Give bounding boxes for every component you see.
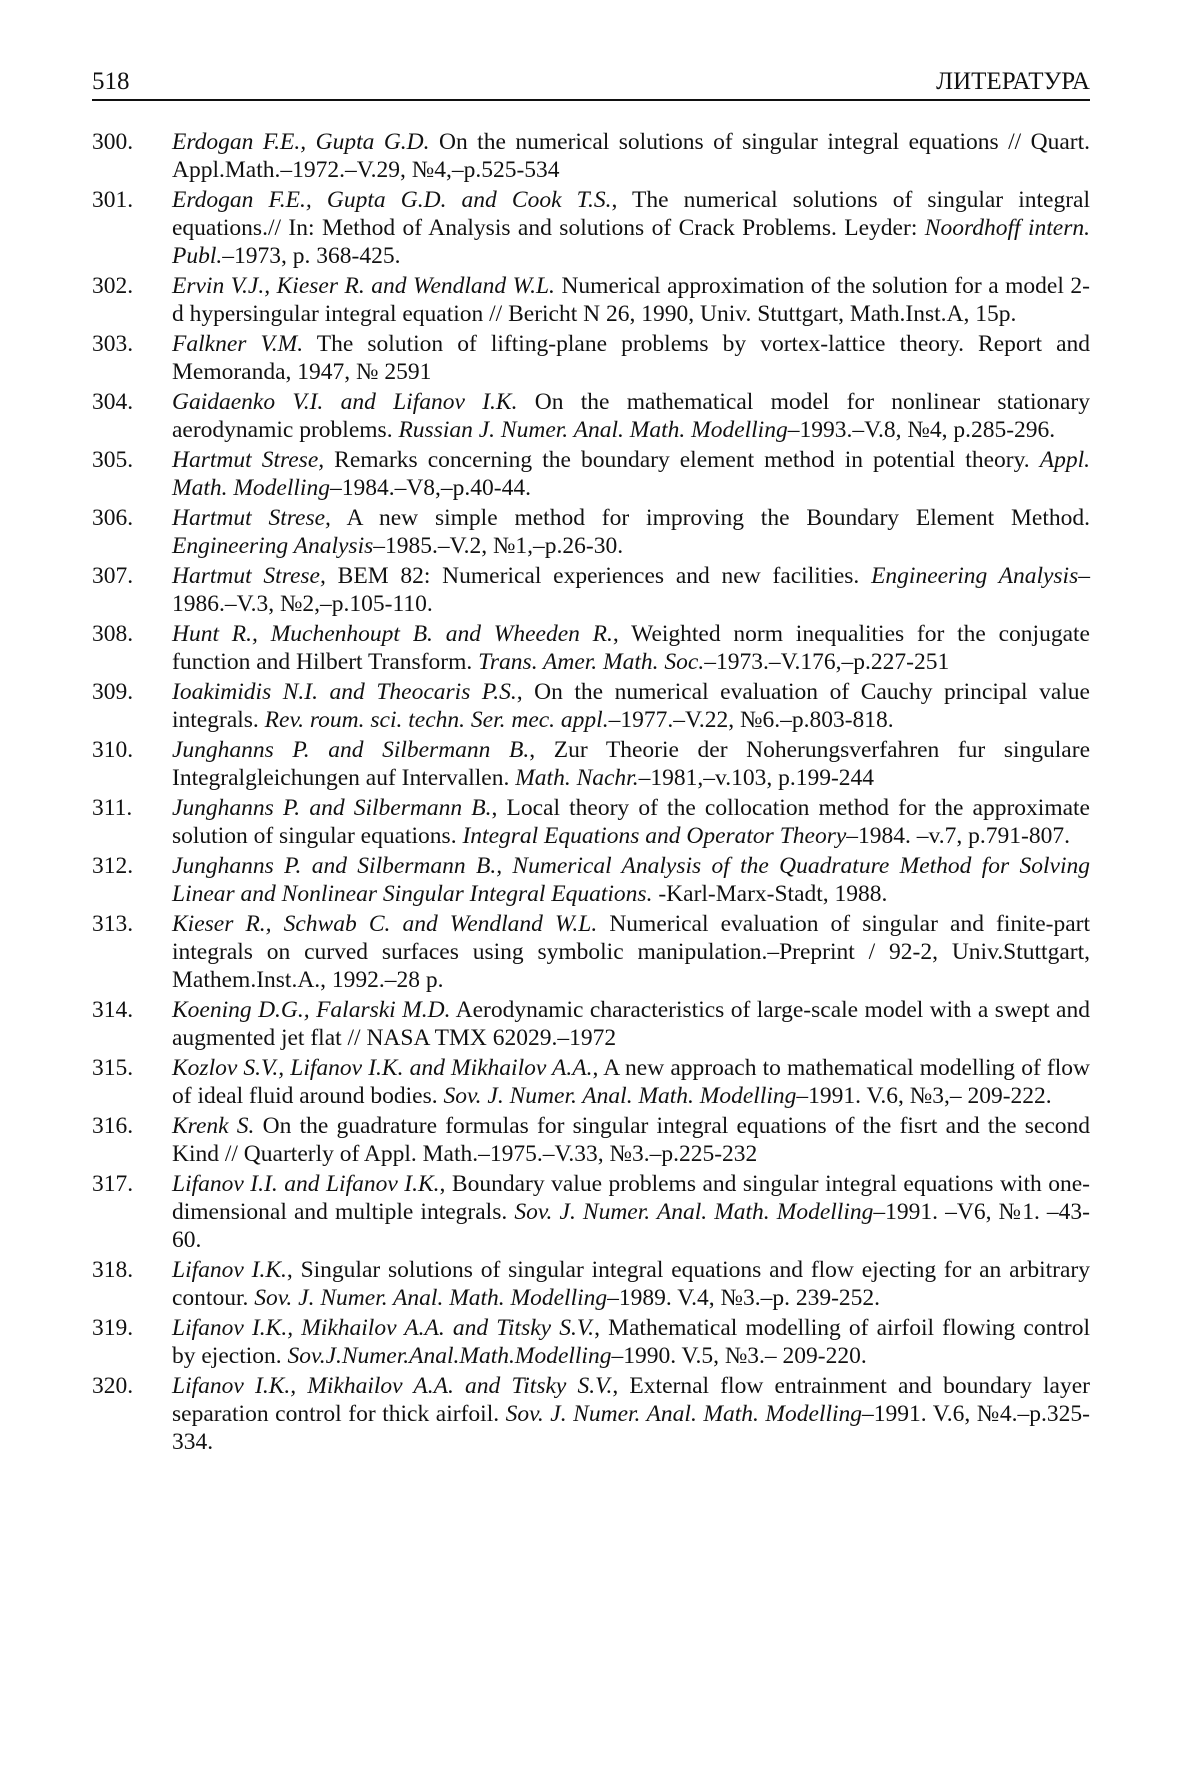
reference-authors-or-journal: Appl. Math. Modelling: [172, 447, 1090, 501]
reference-authors-or-journal: Erdogan F.E., Gupta G.D. and Cook T.S.: [172, 187, 612, 213]
reference-number: 304.: [92, 389, 134, 415]
reference-number: 308.: [92, 621, 134, 647]
reference-number: 311.: [92, 795, 133, 821]
reference-text-segment: –1973, p. 368-425.: [222, 243, 401, 269]
reference-authors-or-journal: Falkner V.M.: [172, 331, 304, 357]
reference-authors-or-journal: Lifanov I.K., Mikhailov A.A. and Titsky S.V.: [172, 1373, 613, 1399]
reference-authors-or-journal: Krenk S.: [172, 1113, 255, 1139]
reference-text: [172, 1112, 1090, 1168]
reference-text-segment: On the numerical solutions of singular integral equations // Quart. Appl.Math.–1972.–V.29, №4,–p.525-534: [172, 129, 1091, 183]
reference-list: [92, 128, 1090, 1458]
reference-text: [172, 794, 1090, 850]
reference-text-segment: –1991. V.6, №3,– 209-222.: [796, 1083, 1052, 1109]
reference-text: [172, 1054, 1090, 1110]
reference-text-segment: , Zur Theorie der Noherungsverfahren fur singulare Integralgleichungen auf Intervallen.: [172, 737, 1090, 791]
reference-number: 303.: [92, 331, 134, 357]
reference-text-segment: , A new approach to mathematical modelling of flow of ideal fluid around bodies.: [172, 1055, 1090, 1109]
reference-authors-or-journal: Hartmut Strese,: [172, 447, 325, 473]
reference-text-segment: –1977.–V.22, №6.–p.803-818.: [608, 707, 894, 733]
reference-text: [172, 678, 1090, 734]
reference-text-segment: , Weighted norm inequalities for the conjugate function and Hilbert Transform.: [172, 621, 1090, 675]
reference-entry: [92, 736, 1090, 792]
reference-number: 320.: [92, 1373, 134, 1399]
reference-entry: [92, 186, 1090, 270]
reference-number: 316.: [92, 1113, 134, 1139]
reference-text-segment: –1993.–V.8, №4, p.285-296.: [787, 417, 1056, 443]
reference-text: [172, 1314, 1090, 1370]
reference-number: 318.: [92, 1257, 134, 1283]
reference-authors-or-journal: Russian J. Numer. Anal. Math. Modelling: [398, 417, 788, 443]
reference-text-segment: –1990. V.5, №3.– 209-220.: [611, 1343, 867, 1369]
reference-number: 309.: [92, 679, 134, 705]
reference-authors-or-journal: Kozlov S.V., Lifanov I.K. and Mikhailov A.A.: [172, 1055, 593, 1081]
reference-text-segment: , External flow entrainment and boundary layer separation control for thick airfoil.: [172, 1373, 1090, 1427]
reference-number: 300.: [92, 129, 134, 155]
reference-authors-or-journal: Integral Equations and Operator Theory: [462, 823, 847, 849]
reference-text-segment: On the guadrature formulas for singular integral equations of the fisrt and the second Kind // Quarterly of Appl. Math.–1975.–V.33, №3.–p.225-232: [172, 1113, 1091, 1167]
reference-text: [172, 1256, 1090, 1312]
reference-text-segment: , Mathematical modelling of airfoil flowing control by ejection.: [172, 1315, 1090, 1369]
reference-authors-or-journal: Ervin V.J., Kieser R. and Wendland W.L.: [172, 273, 555, 299]
reference-number: 313.: [92, 911, 134, 937]
reference-text-segment: -Karl-Marx-Stadt, 1988.: [652, 881, 888, 907]
running-header: [92, 68, 1090, 101]
reference-authors-or-journal: Lifanov I.K.: [172, 1257, 287, 1283]
reference-authors-or-journal: Ioakimidis N.I. and Theocaris P.S.: [172, 679, 517, 705]
reference-text-segment: –1986.–V.3, №2,–p.105-110.: [172, 563, 1090, 617]
reference-text: [172, 620, 1090, 676]
reference-number: 312.: [92, 853, 134, 879]
reference-text-segment: –1984. –v.7, p.791-807.: [846, 823, 1070, 849]
reference-number: 305.: [92, 447, 134, 473]
reference-text: [172, 736, 1090, 792]
reference-text: [172, 388, 1090, 444]
reference-entry: [92, 620, 1090, 676]
reference-authors-or-journal: Hartmut Strese,: [172, 505, 331, 531]
reference-text: [172, 562, 1090, 618]
page-number: 518: [92, 68, 130, 95]
reference-number: 302.: [92, 273, 134, 299]
reference-authors-or-journal: Sov. J. Numer. Anal. Math. Modelling: [514, 1199, 874, 1225]
reference-text: [172, 446, 1090, 502]
reference-authors-or-journal: Gaidaenko V.I. and Lifanov I.K.: [172, 389, 518, 415]
reference-authors-or-journal: Erdogan F.E., Gupta G.D.: [172, 129, 430, 155]
reference-authors-or-journal: Noordhoff intern. Publ.: [172, 215, 1091, 269]
reference-authors-or-journal: Hartmut Strese,: [172, 563, 326, 589]
reference-text-segment: , The numerical solutions of singular integral equations.// In: Method of Analysis and solutions of Crack Problems. Leyder:: [172, 187, 1090, 241]
reference-text: [172, 330, 1090, 386]
reference-number: 317.: [92, 1171, 134, 1197]
reference-text: [172, 996, 1090, 1052]
reference-entry: [92, 1372, 1090, 1456]
reference-entry: [92, 1256, 1090, 1312]
reference-text: [172, 852, 1090, 908]
reference-text-segment: Remarks concerning the boundary element method in potential theory.: [324, 447, 1040, 473]
reference-authors-or-journal: Sov.J.Numer.Anal.Math.Modelling: [287, 1343, 612, 1369]
reference-text: [172, 272, 1090, 328]
reference-text-segment: Aerodynamic characteristics of large-scale model with a swept and augmented jet flat // NASA TMX 62029.–1972: [172, 997, 1090, 1051]
reference-text-segment: –1985.–V.2, №1,–p.26-30.: [373, 533, 624, 559]
reference-text-segment: BEM 82: Numerical experiences and new facilities.: [325, 563, 872, 589]
reference-entry: [92, 910, 1090, 994]
reference-text-segment: –1973.–V.176,–p.227-251: [704, 649, 950, 675]
reference-authors-or-journal: Koening D.G., Falarski M.D.: [172, 997, 451, 1023]
reference-entry: [92, 1112, 1090, 1168]
reference-text-segment: , Boundary value problems and singular integral equations with one-dimensional and multiple integrals.: [172, 1171, 1090, 1225]
reference-authors-or-journal: Kieser R., Schwab C. and Wendland W.L.: [172, 911, 598, 937]
reference-text-segment: , Singular solutions of singular integral equations and flow ejecting for an arbitrary contour.: [172, 1257, 1090, 1311]
reference-number: 307.: [92, 563, 134, 589]
reference-text-segment: –1991. V.6, №4.–p.325-334.: [172, 1401, 1091, 1455]
reference-entry: [92, 1170, 1090, 1254]
reference-text: [172, 504, 1090, 560]
reference-number: 306.: [92, 505, 134, 531]
reference-entry: [92, 388, 1090, 444]
reference-authors-or-journal: Engineering Analysis: [871, 563, 1079, 589]
reference-authors-or-journal: Sov. J. Numer. Anal. Math. Modelling: [254, 1285, 608, 1311]
section-title: ЛИТЕРАТУРА: [936, 68, 1090, 95]
reference-authors-or-journal: Sov. J. Numer. Anal. Math. Modelling: [443, 1083, 797, 1109]
reference-text: [172, 128, 1090, 184]
reference-text: [172, 186, 1090, 270]
reference-text: [172, 910, 1090, 994]
reference-number: 315.: [92, 1055, 134, 1081]
reference-text: [172, 1170, 1090, 1254]
reference-entry: [92, 562, 1090, 618]
reference-entry: [92, 330, 1090, 386]
reference-entry: [92, 794, 1090, 850]
reference-authors-or-journal: Lifanov I.K., Mikhailov A.A. and Titsky S.V.: [172, 1315, 595, 1341]
reference-text-segment: Numerical evaluation of singular and finite-part integrals on curved surfaces using symbolic manipulation.–Preprint / 92-2, Univ.Stuttgart, Mathem.Inst.A., 1992.–28 p.: [172, 911, 1090, 993]
reference-number: 310.: [92, 737, 134, 763]
reference-text-segment: , On the numerical evaluation of Cauchy principal value integrals.: [172, 679, 1090, 733]
reference-entry: [92, 852, 1090, 908]
reference-entry: [92, 1054, 1090, 1110]
reference-text-segment: The solution of lifting-plane problems by vortex-lattice theory. Report and Memoranda, 1947, № 2591: [172, 331, 1090, 385]
reference-authors-or-journal: Lifanov I.I. and Lifanov I.K.: [172, 1171, 440, 1197]
reference-authors-or-journal: Junghanns P. and Silbermann B.: [172, 795, 492, 821]
reference-entry: [92, 272, 1090, 328]
reference-authors-or-journal: Engineering Analysis: [172, 533, 374, 559]
reference-entry: [92, 1314, 1090, 1370]
reference-text-segment: –1984.–V8,–p.40-44.: [329, 475, 531, 501]
reference-authors-or-journal: Junghanns P. and Silbermann B.: [172, 737, 530, 763]
reference-text-segment: –1991. –V6, №1. –43-60.: [172, 1199, 1091, 1253]
reference-authors-or-journal: Hunt R., Muchenhoupt B. and Wheeden R.: [172, 621, 613, 647]
reference-text-segment: –1989. V.4, №3.–p. 239-252.: [607, 1285, 881, 1311]
reference-number: 319.: [92, 1315, 134, 1341]
reference-text-segment: –1981,–v.103, p.199-244: [638, 765, 875, 791]
reference-entry: [92, 128, 1090, 184]
reference-authors-or-journal: Math. Nachr.: [515, 765, 639, 791]
reference-entry: [92, 504, 1090, 560]
reference-authors-or-journal: Junghanns P. and Silbermann B., Numerical Analysis of the Quadrature Method for Solving Linear and Nonlinear Singular Integral Equations.: [172, 853, 1090, 907]
reference-number: 301.: [92, 187, 134, 213]
reference-text-segment: A new simple method for improving the Boundary Element Method.: [330, 505, 1090, 531]
reference-text-segment: Numerical approximation of the solution for a model 2-d hypersingular integral equation // Bericht N 26, 1990, Univ. Stuttgart, Math.Inst.A, 15p.: [172, 273, 1090, 327]
reference-entry: [92, 996, 1090, 1052]
reference-authors-or-journal: Rev. roum. sci. techn. Ser. mec. appl.: [264, 707, 609, 733]
reference-number: 314.: [92, 997, 134, 1023]
reference-text-segment: , Local theory of the collocation method for the approximate solution of singular equations.: [172, 795, 1090, 849]
reference-authors-or-journal: Sov. J. Numer. Anal. Math. Modelling: [505, 1401, 863, 1427]
reference-text: [172, 1372, 1090, 1456]
reference-text-segment: On the mathematical model for nonlinear stationary aerodynamic problems.: [172, 389, 1090, 443]
reference-entry: [92, 678, 1090, 734]
reference-entry: [92, 446, 1090, 502]
reference-authors-or-journal: Trans. Amer. Math. Soc.: [478, 649, 705, 675]
